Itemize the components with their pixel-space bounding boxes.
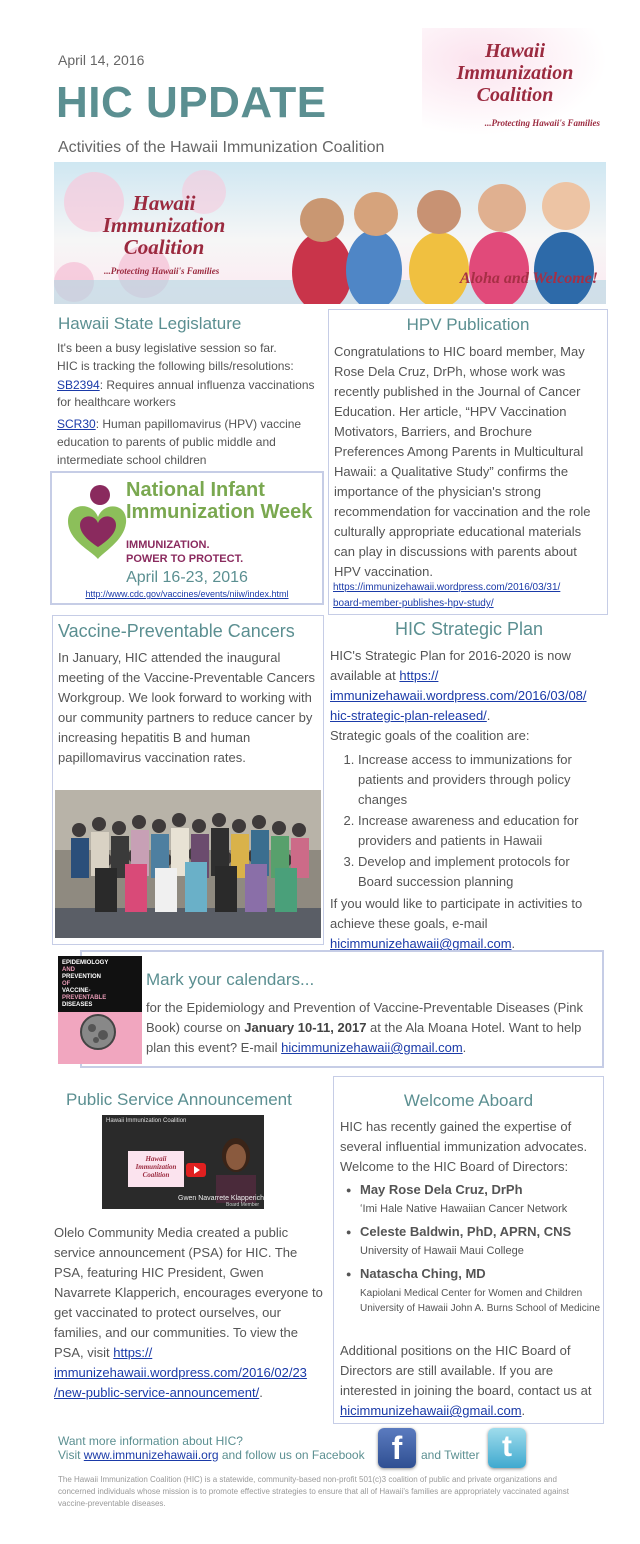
psa-body: Olelo Community Media created a public service announcement (PSA) for HIC. The PSA, featuring HIC President, Gwen Navarrete Klapperich, encourages everyone to get vaccinated to protect ourselves, our families, and our communities. To view the PSA, visit https:// immunizehawaii.wordpress.com/2016/02/23 /new-public-service-announcement/. <box>54 1225 323 1400</box>
strategic-email-link[interactable]: hicimmunizehawaii@gmail.com <box>330 936 512 951</box>
board-member-name: ● Natascha Ching, MD <box>360 1266 486 1281</box>
calendar-email-link[interactable]: hicimmunizehawaii@gmail.com <box>281 1040 463 1055</box>
strategic-goal: 3. Develop and implement protocols for Board succession planning <box>358 852 608 892</box>
board-member-list <box>342 1181 615 1322</box>
facebook-icon[interactable]: f <box>378 1428 416 1468</box>
banner-logo-line2: Immunization <box>102 213 226 237</box>
logo-tagline: ...Protecting Hawaii's Families <box>484 118 600 128</box>
strategic-goal: 1. Increase access to immunizations for patients and providers through policy changes <box>358 750 608 810</box>
board-member-affiliation: University of Hawaii John A. Burns School of Medicine <box>360 1303 601 1314</box>
hpv-title: HPV Publication <box>406 315 530 334</box>
legislature-intro-line1: It's been a busy legislative session so far. <box>57 341 277 355</box>
psa-video-thumbnail[interactable] <box>102 1115 264 1209</box>
niiw-dates: April 16-23, 2016 <box>126 569 248 586</box>
psa-body-text: Olelo Community Media created a public service announcement (PSA) for HIC. The PSA, featuring HIC President, Gwen Navarrete Klapperich, encourages everyone to get vaccinated to protect ourselves, our families, and our communities. To view the PSA, visit <box>54 1225 323 1360</box>
psa-link-line2[interactable]: immunizehawaii.wordpress.com/2016/02/23 <box>54 1365 307 1380</box>
welcome-banner <box>54 162 606 304</box>
strategic-goal: 2. Increase awareness and education for providers and patients in Hawaii <box>358 811 608 851</box>
board-member <box>360 1223 615 1259</box>
calendar-body: for the Epidemiology and Prevention of Vaccine-Preventable Diseases (Pink Book) course on January 10-11, 2017 at the Ala Moana Hotel. Want to help plan this event? E-mail hicimmunizehawaii@gmail.com. <box>146 1000 583 1055</box>
cancers-title: Vaccine-Preventable Cancers <box>58 621 295 641</box>
welcome-outro-text: Additional positions on the HIC Board of Directors are still available. If you are interested in joining the board, contact us at <box>340 1343 592 1398</box>
banner-tagline: ...Protecting Hawaii's Families <box>104 266 220 276</box>
banner-welcome: Aloha and Welcome! <box>459 270 598 287</box>
calendar-title: Mark your calendars... <box>146 970 315 989</box>
calendar-dates: January 10-11, 2017 <box>244 1020 367 1035</box>
logo-line3: Coalition <box>476 84 554 106</box>
bill-scr30-link[interactable]: SCR30 <box>57 417 96 431</box>
twitter-icon[interactable]: t <box>488 1428 526 1468</box>
board-member-affiliation: University of Hawaii Maui College <box>360 1245 524 1257</box>
cancers-box <box>52 615 324 945</box>
board-member-affiliation: ʻImi Hale Native Hawaiian Cancer Network <box>360 1203 568 1215</box>
bill-scr30: SCR30: Human papillomavirus (HPV) vaccine education to parents of public middle and intermediate school children <box>57 417 302 467</box>
board-member <box>360 1265 615 1316</box>
strategic-link-line1[interactable]: https:// <box>399 668 439 683</box>
psa-link-line1[interactable]: https:// <box>113 1345 153 1360</box>
footer-about: The Hawaii Immunization Coalition (HIC) is a statewide, community-based non-profit 501(c)3 coalition of public and private organizations and concerned individuals whose mission is to promote effective strategies to ensure that all of Hawaii's families are appropriately vaccinated against vaccine-preventable diseases. <box>58 1475 569 1508</box>
footer-and-twitter: and Twitter <box>421 1448 480 1462</box>
pink-book-line2: AND <box>62 967 75 973</box>
legislature-title: Hawaii State Legislature <box>58 314 242 333</box>
pink-book-cover <box>58 956 142 1064</box>
welcome-email-link[interactable]: hicimmunizehawaii@gmail.com <box>340 1403 522 1418</box>
hic-logo <box>422 28 608 136</box>
niiw-slogan-line1: IMMUNIZATION. <box>126 539 210 551</box>
board-member-affiliation: Kapiolani Medical Center for Women and Children <box>360 1288 583 1299</box>
strategic-section <box>330 615 608 954</box>
pink-book-line3: PREVENTION <box>62 974 102 980</box>
hpv-body: Congratulations to HIC board member, May Rose Dela Cruz, DrPh, whose work was recently published in the Journal of Cancer Education. Her article, “HPV Vaccination Motivators, Barriers, and Brochure Preferences Among Parents in Multicultural Hawaii: a Qualitative Study” confirms the importance of the physician's strong recommendation for vaccination and the role culturally appropriate educational materials can play in discussions with parents about HPV vaccination. <box>334 344 591 579</box>
strategic-outro: If you would like to participate in activities to achieve these goals, e-mail hicimmunizehawaii@gmail.com. <box>330 896 583 951</box>
footer-more: Want more information about HIC? <box>58 1434 243 1448</box>
footer-visit <box>58 1448 365 1462</box>
bill-scr30-text: Human papillomavirus (HPV) vaccine education to parents of public middle and intermediate school children <box>57 417 302 467</box>
issue-date: April 14, 2016 <box>58 52 145 68</box>
niiw-link[interactable]: http://www.cdc.gov/vaccines/events/niiw/index.html <box>85 589 289 599</box>
hpv-link-line1[interactable]: https://immunizehawaii.wordpress.com/2016/03/31/ <box>333 582 561 593</box>
legislature-intro <box>57 339 327 375</box>
footer-visit-text: Visit <box>58 1448 84 1462</box>
pink-book-line6: PREVENTABLE <box>62 995 107 1001</box>
niiw-title-line2: Immunization Week <box>126 501 313 523</box>
calendar-text2: at the Ala Moana Hotel. Want to help plan this event? E-mail <box>146 1020 582 1055</box>
psa-video-title: Hawaii Immunization Coalition <box>106 1118 187 1124</box>
board-member-name: ● Celeste Baldwin, PhD, APRN, CNS <box>360 1224 572 1239</box>
hpv-box <box>328 309 608 615</box>
pink-book-line5: VACCINE- <box>62 988 91 994</box>
workgroup-photo <box>55 790 321 938</box>
board-member <box>360 1181 615 1217</box>
calendar-text1: for the Epidemiology and Prevention of Vaccine-Preventable Diseases (Pink Book) course on <box>146 1000 583 1035</box>
niiw-heart-icon <box>58 479 128 563</box>
bill-sb2394: SB2394: Requires annual influenza vaccinations for healthcare workers <box>57 378 315 409</box>
strategic-goals-list <box>330 750 608 892</box>
psa-link-line3[interactable]: /new-public-service-announcement/ <box>54 1385 260 1400</box>
niiw-title-line1: National Infant <box>126 479 265 501</box>
hpv-link-line2[interactable]: board-member-publishes-hpv-study/ <box>333 598 494 609</box>
niiw-slogan-line2: POWER TO PROTECT. <box>126 553 244 565</box>
welcome-outro: Additional positions on the HIC Board of Directors are still available. If you are interested in joining the board, contact us at hicimmunizehawaii@gmail.com. <box>340 1343 592 1418</box>
logo-line2: Immunization <box>456 62 574 84</box>
newsletter-title: HIC UPDATE <box>56 78 327 127</box>
strategic-link-line2[interactable]: immunizehawaii.wordpress.com/2016/03/08/ <box>330 688 587 703</box>
website-link[interactable]: www.immunizehawaii.org <box>83 1448 219 1462</box>
virus-icon <box>76 1010 120 1054</box>
bill-sb2394-text: Requires annual influenza vaccinations for healthcare workers <box>57 378 315 409</box>
pink-book-line4: OF <box>62 981 71 987</box>
logo-line1: Hawaii <box>484 40 545 62</box>
footer-follow-text: and follow us on Facebook <box>218 1448 365 1462</box>
psa-video-caption2: Board Member <box>226 1202 260 1208</box>
cancers-body: In January, HIC attended the inaugural meeting of the Vaccine-Preventable Cancers Workgroup. We look forward to working with our community partners to reduce cancer by increasing hepatitis B and human papillomavirus vaccination rates. <box>58 650 316 765</box>
pink-book-line7: DISEASES <box>62 1002 93 1008</box>
banner-logo-line1: Hawaii <box>132 191 196 215</box>
pink-book-line1: EPIDEMIOLOGY <box>62 960 109 966</box>
psa-logo-line1: Hawaii <box>145 1155 167 1163</box>
bill-sb2394-link[interactable]: SB2394 <box>57 378 100 392</box>
psa-logo-line2: Immunization <box>135 1163 177 1171</box>
psa-title: Public Service Announcement <box>66 1090 292 1109</box>
play-icon[interactable] <box>186 1163 206 1177</box>
strategic-intro: HIC's Strategic Plan for 2016-2020 is now available at https:// immunizehawaii.wordpress.com/2016/03/08/ hic-strategic-plan-released/. <box>330 648 587 723</box>
strategic-link-line3[interactable]: hic-strategic-plan-released/ <box>330 708 487 723</box>
newsletter-subtitle: Activities of the Hawaii Immunization Coalition <box>58 139 385 156</box>
strategic-outro-text: If you would like to participate in activities to achieve these goals, e-mail <box>330 896 583 931</box>
strategic-title: HIC Strategic Plan <box>394 619 544 639</box>
psa-logo-line3: Coalition <box>142 1171 170 1179</box>
legislature-intro-line2: HIC is tracking the following bills/resolutions: <box>57 359 294 373</box>
banner-logo-line3: Coalition <box>123 235 205 259</box>
niiw-box <box>50 471 324 605</box>
psa-video-caption: Gwen Navarrete Klapperich <box>178 1195 264 1202</box>
presenter-image <box>210 1133 260 1203</box>
calendar-box <box>80 950 604 1068</box>
strategic-goals-intro: Strategic goals of the coalition are: <box>330 728 530 743</box>
strategic-intro-text: HIC's Strategic Plan for 2016-2020 is now available at <box>330 648 571 683</box>
board-member-name: ● May Rose Dela Cruz, DrPh <box>360 1182 523 1197</box>
welcome-title: Welcome Aboard <box>403 1091 534 1110</box>
welcome-intro: HIC has recently gained the expertise of several influential immunization advocates. Welcome to the HIC Board of Directors: <box>340 1119 588 1174</box>
welcome-box <box>333 1076 604 1424</box>
